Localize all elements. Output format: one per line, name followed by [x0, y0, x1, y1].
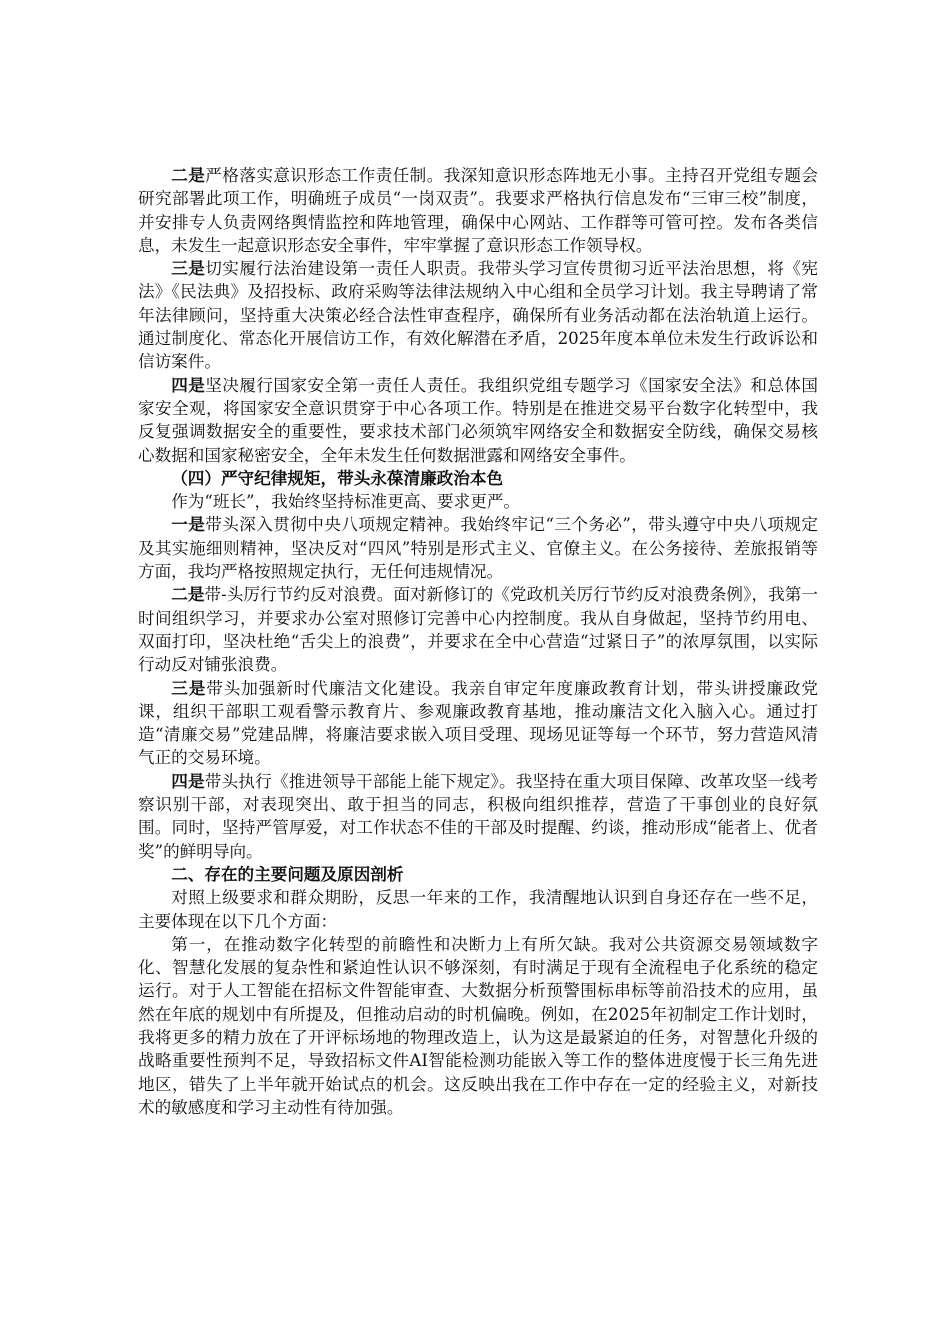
- paragraph-rule-of-law: [138, 257, 818, 373]
- paragraph-text: 第一，在推动数字化转型的前瞻性和决断力上有所欠缺。我对公共资源交易领域数字化、智慧化发展的复杂性和紧迫性认识不够深刻，有时满足于现有全流程电子化系统的稳定运行。对于人工智能在招标文件智能审查、大数据分析预警围标串标等前沿技术的应用，虽然在年底的规划中有所提及，但推动启动的时机偏晚。例如，在2025年初制定工作计划时，我将更多的精力放在了开评标场地的物理改造上，认为这是最紧迫的任务，对智慧化升级的战略重要性预判不足，导致招标文件AI智能检测功能嵌入等工作的整体进度慢于长三角先进地区，错失了上半年就开始试点的机会。这反映出我在工作中存在一定的经验主义，对新技术的敏感度和学习主动性有待加强。: [138, 934, 818, 1117]
- paragraph-intro-standards: [138, 490, 818, 513]
- paragraph-lead: 三是: [171, 678, 207, 698]
- paragraph-lead: 三是: [171, 259, 206, 279]
- paragraph-text: 作为“班长”，我始终坚持标准更高、要求更严。: [171, 492, 521, 512]
- paragraph-text: 严格落实意识形态工作责任制。我深知意识形态阵地无小事。主持召开党组专题会研究部署此项工作，明确班子成员“一岗双责”。我要求严格执行信息发布“三审三校”制度，并安排专人负责网络舆情监控和阵地管理，确保中心网站、工作群等可管可控。发布各类信息，未发生一起意识形态安全事件，牢牢掌握了意识形态工作领导权。: [138, 166, 819, 255]
- section-heading-discipline: （四）严守纪律规矩，带头永葆清廉政治本色: [171, 468, 504, 488]
- paragraph-lead: 四是: [171, 771, 205, 791]
- paragraph-thrift: [138, 583, 818, 676]
- paragraph-national-security: [138, 374, 818, 467]
- paragraph-lead: 二是: [171, 166, 206, 185]
- paragraph-text: 坚决履行国家安全第一责任人责任。我组织党组专题学习《国家安全法》和总体国家安全观，将国家安全意识贯穿于中心各项工作。特别是在推进交易平台数字化转型中，我反复强调数据安全的重要性，要求技术部门必须筑牢网络安全和数据安全防线，确保交易核心数据和国家秘密安全，全年未发生任何数据泄露和网络安全事件。: [138, 375, 819, 465]
- paragraph-text: 切实履行法治建设第一责任人职责。我带头学习宣传贯彻习近平法治思想，将《宪法》《民法典》及招投标、政府采购等法律法规纳入中心组和全员学习计划。我主导聘请了常年法律顾问，坚持重大决策必经合法性审查程序，确保所有业务活动都在法治轨道上运行。通过制度化、常态化开展信访工作，有效化解潜在矛盾，2025年度本单位未发生行政诉讼和信访案件。: [138, 259, 819, 372]
- paragraph-integrity-culture: [138, 677, 818, 770]
- paragraph-lead: 二是: [171, 585, 205, 605]
- paragraph-text: 带头深入贯彻中央八项规定精神。我始终牢记“三个务必”，带头遵守中央八项规定及其实施细则精神，坚决反对“四风”特别是形式主义、官僚主义。在公务接待、差旅报销等方面，我均严格按照规定执行，无任何违规情况。: [138, 515, 819, 582]
- section-heading-problems: 二、存在的主要问题及原因剖析: [171, 864, 404, 884]
- paragraph-lead: 一是: [171, 515, 206, 535]
- paragraph-digital-transformation: [138, 933, 818, 1119]
- paragraph-eight-rules: [138, 513, 818, 583]
- paragraph-text: 带头执行《推进领导干部能上能下规定》。我坚持在重大项目保障、改革攻坚一线考察识别干部，对表现突出、敢于担当的同志，积极向组织推荐，营造了干事创业的良好氛围。同时，坚持严管厚爱，对工作状态不佳的干部及时提醒、约谈，推动形成“能者上、优者奖”的鲜明导向。: [138, 771, 818, 861]
- document-body: [138, 164, 818, 1119]
- paragraph-cadre-promotion: [138, 770, 818, 863]
- paragraph-text: 带-头厉行节约反对浪费。面对新修订的《党政机关厉行节约反对浪费条例》，我第一时间组织学习，并要求办公室对照修订完善中心内控制度。我从自身做起，坚持节约用电、双面打印，坚决杜绝“舌尖上的浪费”，并要求在全中心营造“过紧日子”的浓厚氛围，以实际行动反对铺张浪费。: [138, 585, 818, 675]
- paragraph-problems-intro: [138, 886, 818, 933]
- paragraph-text: 对照上级要求和群众期盼，反思一年来的工作，我清醒地认识到自身还存在一些不足，主要体现在以下几个方面：: [138, 888, 818, 931]
- paragraph-text: 带头加强新时代廉洁文化建设。我亲自审定年度廉政教育计划，带头讲授廉政党课，组织干部职工观看警示教育片、参观廉政教育基地，推动廉洁文化入脑入心。通过打造“清廉交易”党建品牌，将廉洁要求嵌入项目受理、现场见证等每一个环节，努力营造风清气正的交易环境。: [138, 678, 819, 768]
- paragraph-lead: 四是: [171, 375, 206, 395]
- paragraph-ideology: [138, 164, 818, 257]
